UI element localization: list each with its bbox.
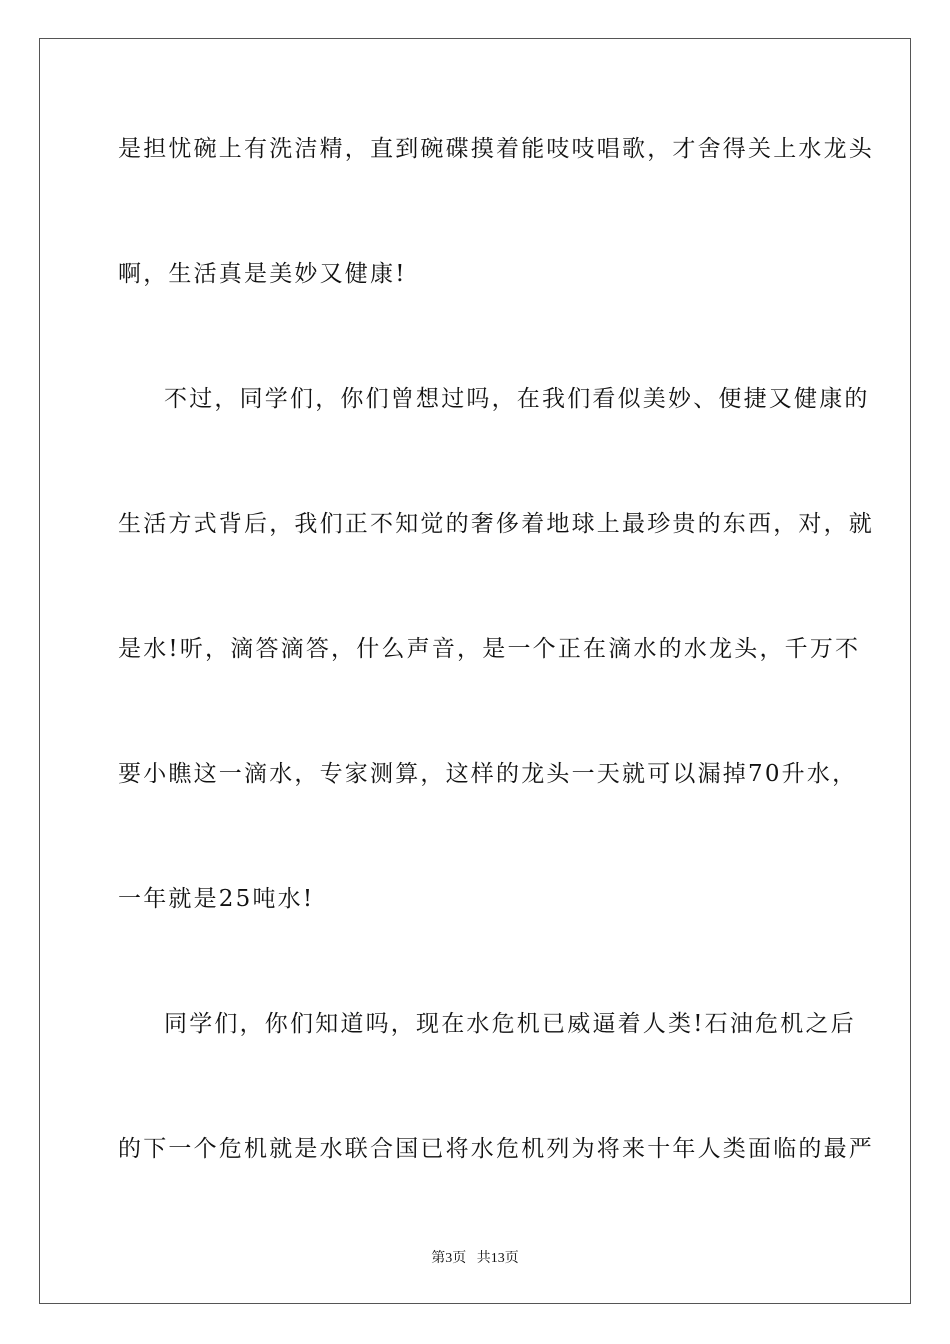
text-line-8: 同学们，你们知道吗，现在水危机已威逼着人类!石油危机之后	[164, 1011, 856, 1037]
text-line-9: 的下一个危机就是水联合国已将水危机列为将来十年人类面临的最严	[118, 1136, 874, 1162]
page-border	[39, 38, 911, 1304]
text-line-5: 是水!听，滴答滴答，什么声音，是一个正在滴水的水龙头，千万不	[118, 636, 861, 662]
text-line-6: 要小瞧这一滴水，专家测算，这样的龙头一天就可以漏掉70升水，	[118, 761, 858, 787]
text-line-3: 不过，同学们，你们曾想过吗，在我们看似美妙、便捷又健康的	[164, 386, 870, 412]
text-line-2: 啊，生活真是美妙又健康!	[118, 261, 407, 287]
page-number-footer: 第3页 共13页	[431, 1251, 519, 1266]
text-line-7: 一年就是25吨水!	[118, 886, 315, 912]
text-line-1: 是担忧碗上有洗洁精，直到碗碟摸着能吱吱唱歌，才舍得关上水龙头	[118, 136, 874, 162]
text-line-4: 生活方式背后，我们正不知觉的奢侈着地球上最珍贵的东西，对，就	[118, 511, 874, 537]
